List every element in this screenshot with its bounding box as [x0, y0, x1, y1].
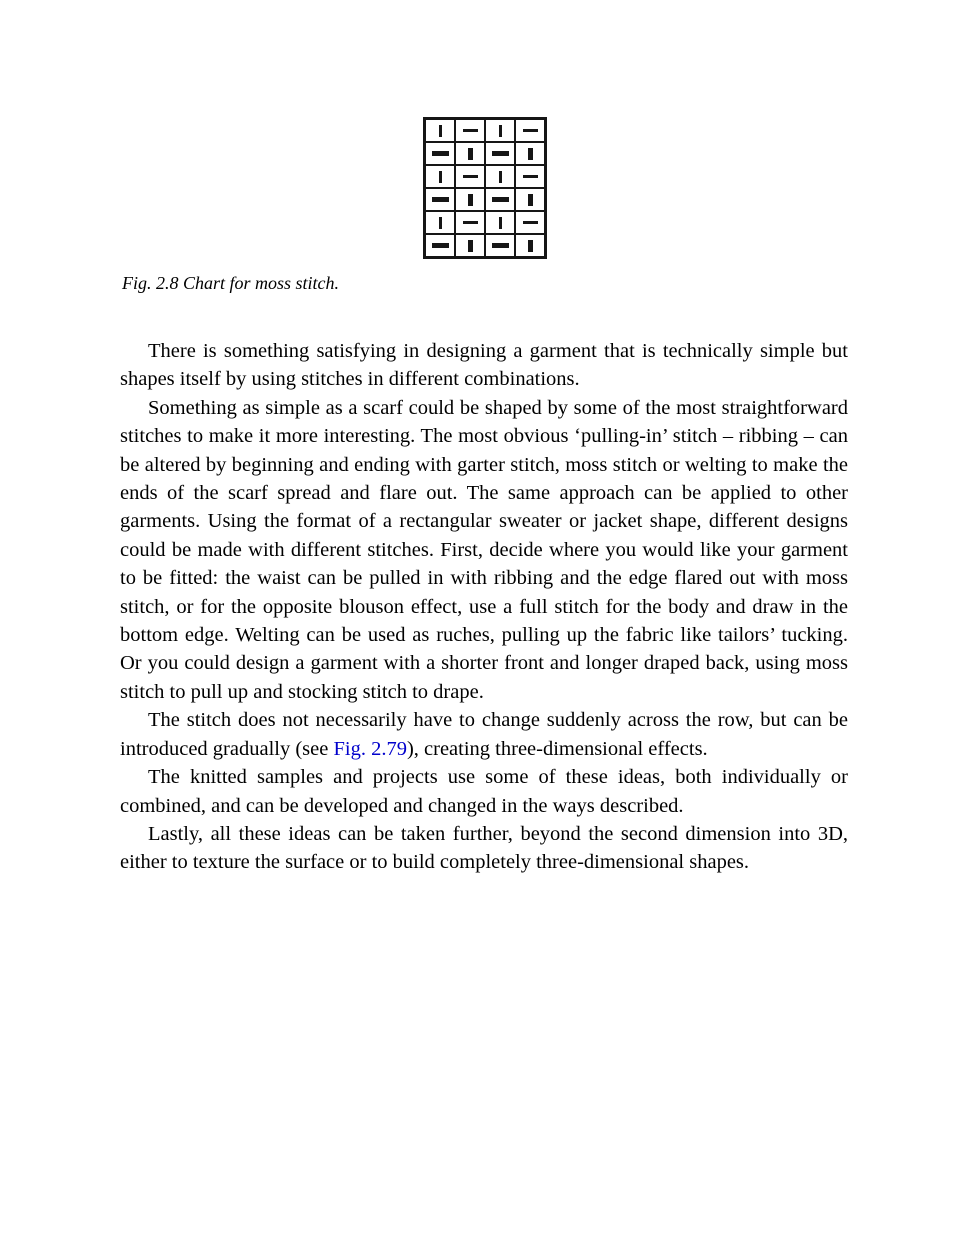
- horizontal-bar-icon: [463, 129, 478, 132]
- chart-cell-knit: [456, 235, 484, 256]
- chart-cell-purl: [456, 212, 484, 233]
- vertical-bar-icon: [499, 217, 502, 229]
- vertical-bar-icon: [468, 148, 473, 160]
- chart-cell-knit: [486, 120, 514, 141]
- horizontal-bar-icon: [492, 151, 509, 156]
- horizontal-bar-icon: [463, 175, 478, 178]
- vertical-bar-icon: [439, 171, 442, 183]
- figure-2-79-link[interactable]: Fig. 2.79: [333, 737, 407, 760]
- horizontal-bar-icon: [432, 151, 449, 156]
- chart-cell-purl: [486, 143, 514, 164]
- chart-cell-purl: [456, 166, 484, 187]
- horizontal-bar-icon: [432, 197, 449, 202]
- chart-cell-purl: [486, 235, 514, 256]
- horizontal-bar-icon: [523, 175, 538, 178]
- vertical-bar-icon: [528, 240, 533, 252]
- chart-cell-knit: [486, 212, 514, 233]
- vertical-bar-icon: [439, 217, 442, 229]
- vertical-bar-icon: [439, 125, 442, 137]
- vertical-bar-icon: [499, 125, 502, 137]
- horizontal-bar-icon: [492, 197, 509, 202]
- paragraph-3-text-before: The stitch does not necessarily have to change suddenly across the row, but can be introduced gradually (see: [120, 709, 848, 760]
- horizontal-bar-icon: [432, 243, 449, 248]
- horizontal-bar-icon: [463, 221, 478, 224]
- paragraph-2: Something as simple as a scarf could be shaped by some of the most straightforward stitches to make it more interesting. The most obvious ‘pulling-in’ stitch – ribbing – can be altered by beginning and ending with garter stitch, moss stitch or welting to make the ends of the scarf spread and flare out. The same approach can be applied to other garments. Using the format of a rectangular sweater or jacket shape, different designs could be made with different stitches. First, decide where you would like your garment to be fitted: the waist can be pulled in with ribbing and the edge flared out with moss stitch, or for the opposite blouson effect, use a full stitch for the body and draw in the bottom edge. Welting can be used as ruches, pulling up the fabric like tailors’ tucking. Or you could design a garment with a shorter front and longer draped back, using moss stitch to pull up and stocking stitch to drape.: [120, 396, 848, 703]
- moss-stitch-chart: [423, 117, 547, 259]
- paragraph-3: [120, 706, 848, 763]
- chart-cell-knit: [426, 120, 454, 141]
- chart-container: [0, 117, 970, 259]
- chart-cell-knit: [486, 166, 514, 187]
- vertical-bar-icon: [468, 194, 473, 206]
- chart-cell-purl: [426, 189, 454, 210]
- horizontal-bar-icon: [492, 243, 509, 248]
- figure-caption: Fig. 2.8 Chart for moss stitch.: [122, 273, 340, 293]
- chart-cell-purl: [516, 166, 544, 187]
- chart-cell-knit: [426, 166, 454, 187]
- chart-cell-purl: [426, 143, 454, 164]
- chart-cell-purl: [486, 189, 514, 210]
- paragraph-4: The knitted samples and projects use some of these ideas, both individually or combined, and can be developed and changed in the ways described.: [120, 766, 848, 817]
- paragraph-5: Lastly, all these ideas can be taken further, beyond the second dimension into 3D, either to texture the surface or to build completely three-dimensional shapes.: [120, 822, 848, 874]
- vertical-bar-icon: [468, 240, 473, 252]
- vertical-bar-icon: [499, 171, 502, 183]
- chart-cell-purl: [516, 120, 544, 141]
- chart-cell-knit: [516, 143, 544, 164]
- chart-cell-knit: [456, 189, 484, 210]
- vertical-bar-icon: [528, 148, 533, 160]
- chart-cell-purl: [516, 212, 544, 233]
- chart-cell-purl: [456, 120, 484, 141]
- chart-cell-knit: [516, 235, 544, 256]
- paragraph-3-text-after: ), creating three-dimensional effects.: [406, 737, 708, 760]
- vertical-bar-icon: [528, 194, 533, 206]
- chart-cell-knit: [456, 143, 484, 164]
- chart-cell-knit: [426, 212, 454, 233]
- chart-cell-knit: [516, 189, 544, 210]
- paragraph-1: There is something satisfying in designing a garment that is technically simple but shapes itself by using stitches in different combinations.: [120, 340, 848, 391]
- horizontal-bar-icon: [523, 221, 538, 224]
- body-text: [120, 337, 848, 877]
- moss-stitch-figure: [0, 0, 970, 293]
- horizontal-bar-icon: [523, 129, 538, 132]
- chart-cell-purl: [426, 235, 454, 256]
